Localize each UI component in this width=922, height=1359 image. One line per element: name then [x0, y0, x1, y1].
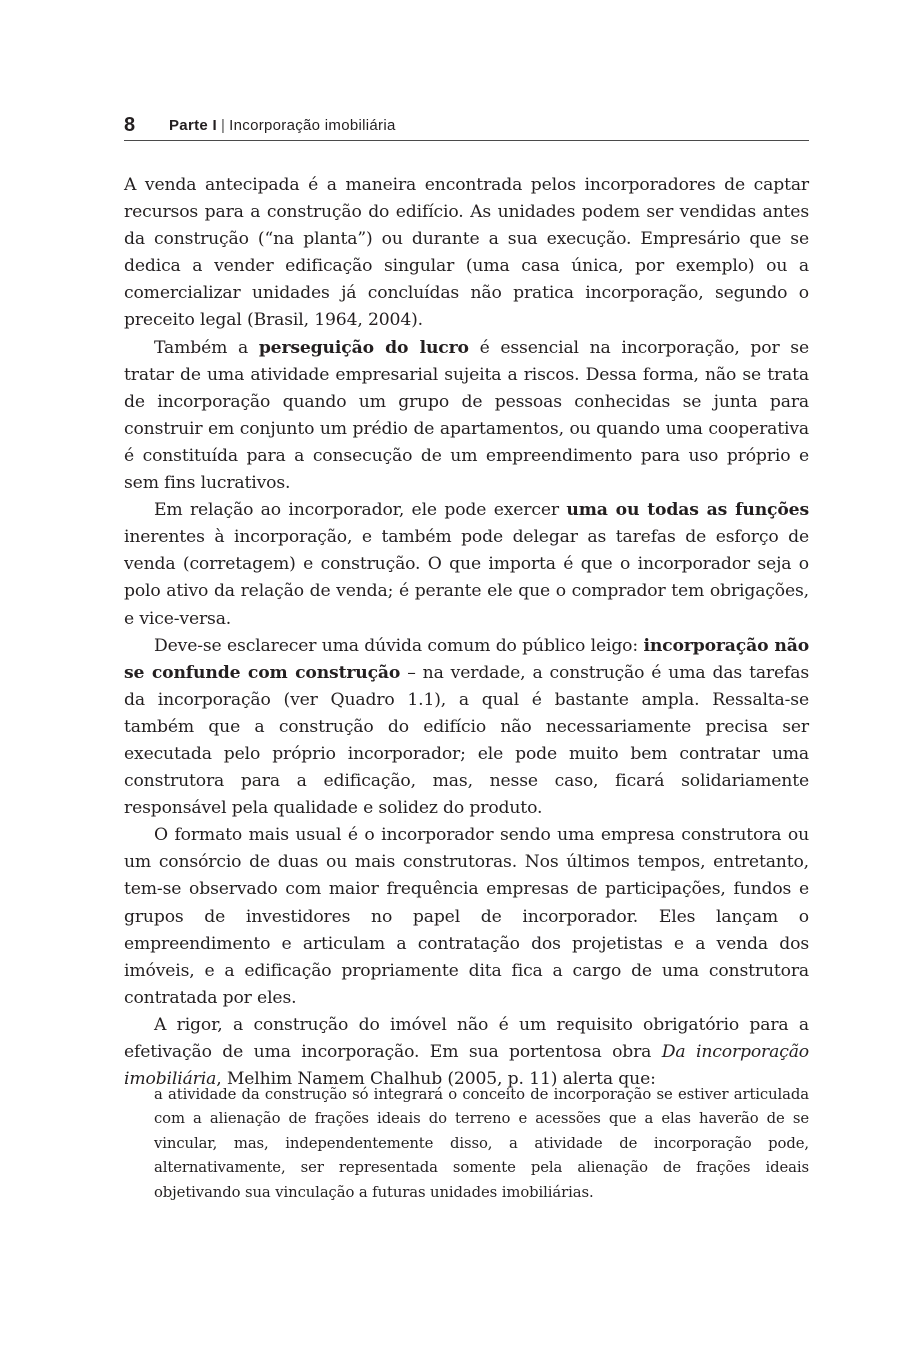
quote-text: a atividade da construção só integrará o conceito de incorporação se estiver articulada com a alienação de frações ideais do terreno e acessões que a elas haverão de se vincular, mas, independentemente disso, a atividade de incorporação pode, alternativamente, ser representada somente pela alienação de frações ideais objetivando sua vinculação a futuras unidades imobiliárias.: [154, 1086, 809, 1201]
paragraph-6-text: A rigor, a construção do imóvel não é um requisito obrigatório para a efetivação de uma incorporação. Em sua portentosa obra: [124, 1014, 809, 1062]
part-label: Parte I: [169, 117, 217, 134]
paragraph-1: A venda antecipada é a maneira encontrada pelos incorporadores de captar recursos para a construção do edifício. As unidades podem ser vendidas antes da construção (“na planta”) ou durante a sua execução. Empresário que se dedica a vender edificação singular (uma casa única, por exemplo) ou a comercializar unidades já concluídas não pratica incorporação, segundo o preceito legal (Brasil, 1964, 2004).: [124, 175, 809, 331]
paragraph-3-text: Em relação ao incorporador, ele pode exercer: [154, 500, 567, 521]
section-title: Incorporação imobiliária: [229, 117, 396, 134]
paragraph-3-text: inerentes à incorporação, e também pode delegar as tarefas de esforço de venda (corretagem) e construção. O que importa é que o incorporador seja o polo ativo da relação de venda; é perante ele que o comprador tem obrigações, e vice-versa.: [124, 527, 809, 629]
emphasis-functions: uma ou todas as funções: [566, 500, 809, 521]
running-header: [124, 112, 809, 141]
paragraph-4: [124, 633, 809, 823]
block-quote: [154, 1083, 809, 1205]
paragraph-6: [124, 1012, 809, 1093]
paragraph-2-text: Também a: [154, 337, 259, 358]
paragraph-6-text: , Melhim Namem Chalhub (2005, p. 11) alerta que:: [216, 1069, 656, 1090]
header-separator: |: [220, 117, 226, 134]
body-text: [124, 172, 809, 1093]
emphasis-construction: incorporação não se confunde com construção: [124, 635, 810, 683]
paragraph-4-text: Deve-se esclarecer uma dúvida comum do público leigo:: [154, 635, 644, 656]
running-head: [169, 116, 396, 136]
page-number: 8: [124, 114, 136, 136]
paragraph-2-text: é essencial na incorporação, por se tratar de uma atividade empresarial sujeita a riscos. Dessa forma, não se trata de incorporação quando um grupo de pessoas conhecidas se junta para construir em conjunto um prédio de apartamentos, ou quando uma cooperativa é constituída para a consecução de um empreendimento para uso próprio e sem fins lucrativos.: [124, 337, 809, 494]
paragraph-5: O formato mais usual é o incorporador sendo uma empresa construtora ou um consórcio de duas ou mais construtoras. Nos últimos tempos, entretanto, tem-se observado com maior frequência empresas de participações, fundos e grupos de investidores no papel de incorporador. Eles lançam o empreendimento e articulam a contratação dos projetistas e a venda dos imóveis, e a edificação propriamente dita fica a cargo de uma construtora contratada por eles.: [124, 825, 809, 1008]
paragraph-2: [124, 335, 809, 498]
emphasis-profit: perseguição do lucro: [258, 337, 469, 358]
paragraph-3: [124, 497, 809, 632]
paragraph-4-text: – na verdade, a construção é uma das tarefas da incorporação (ver Quadro 1.1), a qual é bastante ampla. Ressalta-se também que a construção do edifício não necessariamente precisa ser executada pelo próprio incorporador; ele pode muito bem contratar uma construtora para a edificação, mas, nesse caso, ficará solidariamente responsável pela qualidade e solidez do produto.: [124, 662, 809, 819]
book-title: Da incorporação imobiliária: [124, 1042, 809, 1090]
